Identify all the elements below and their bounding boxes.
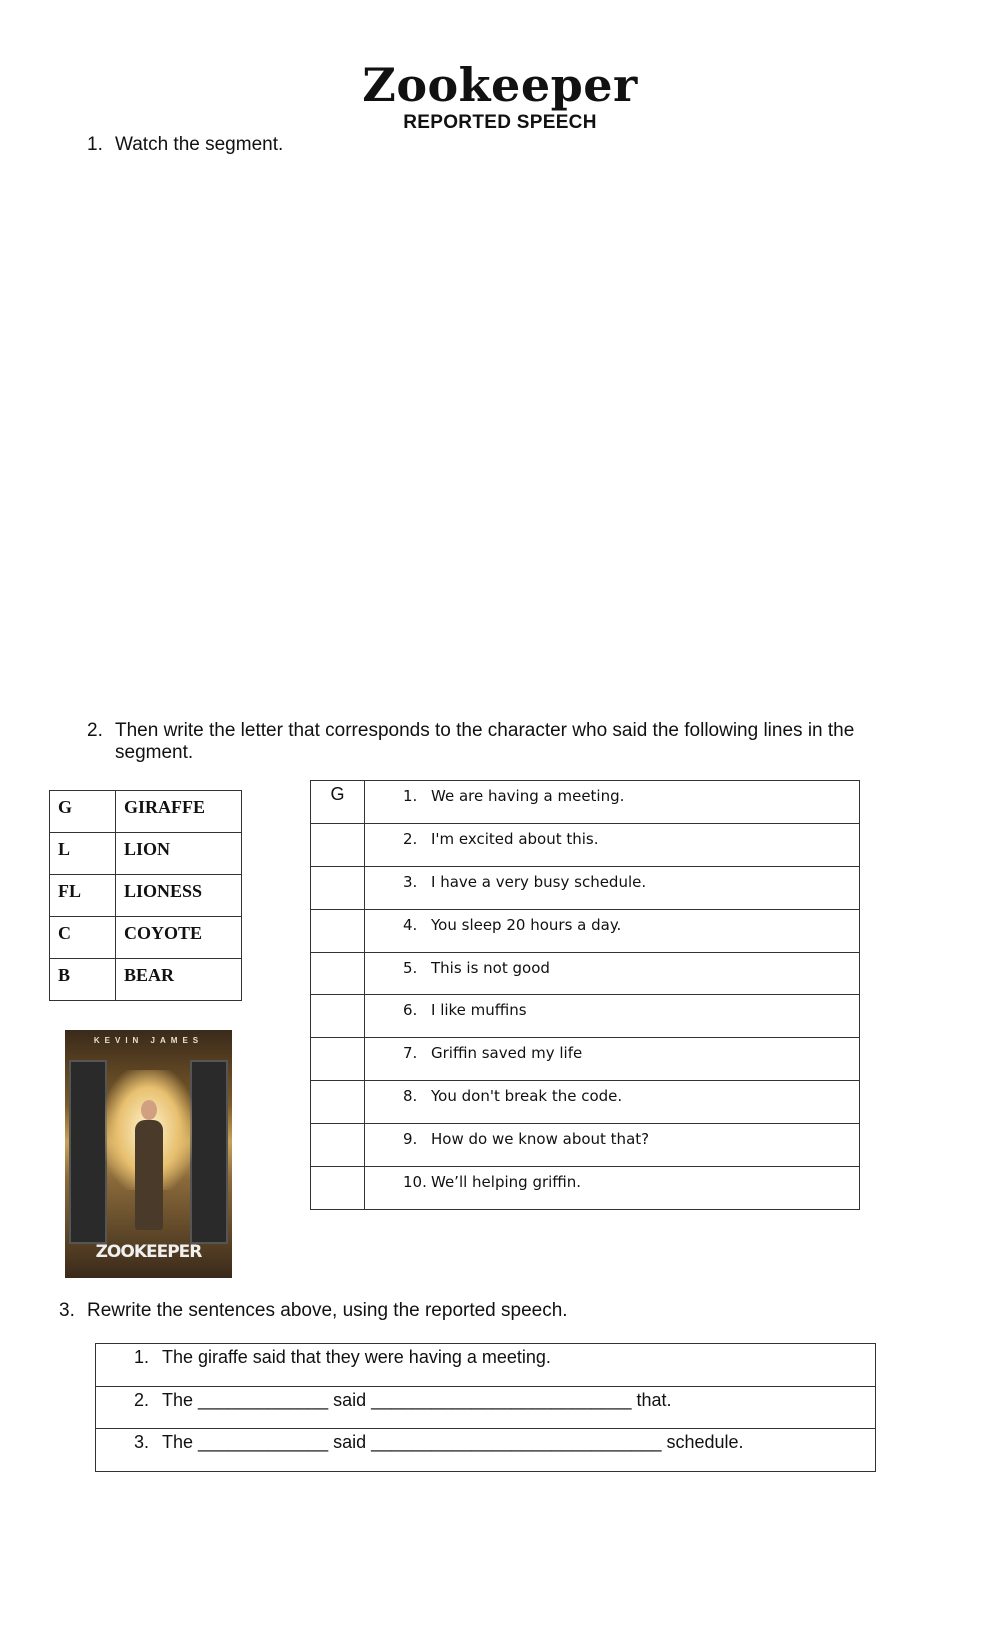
line-number: 2. xyxy=(403,829,418,848)
table-row xyxy=(50,917,242,959)
table-row xyxy=(96,1344,876,1387)
character-key-table xyxy=(49,790,242,1001)
step-1 xyxy=(87,134,283,156)
line-text: This is not good xyxy=(431,958,550,977)
page-subtitle: REPORTED SPEECH xyxy=(403,112,597,133)
rewrite-text: The giraffe said that they were having a meeting. xyxy=(162,1347,551,1367)
line-cell xyxy=(365,823,860,866)
answer-cell[interactable] xyxy=(311,1167,365,1210)
answer-cell[interactable] xyxy=(311,866,365,909)
rewrite-number: 2. xyxy=(134,1389,150,1410)
rewrite-number: 3. xyxy=(134,1432,150,1453)
answer-cell[interactable] xyxy=(311,909,365,952)
line-text: We’ll helping griffin. xyxy=(431,1173,582,1192)
line-number: 4. xyxy=(403,915,418,934)
line-text: Griffin saved my life xyxy=(431,1044,583,1063)
table-row xyxy=(311,1167,860,1210)
page-title: Zookeeper xyxy=(362,58,638,112)
line-text: You sleep 20 hours a day. xyxy=(431,915,622,934)
table-row xyxy=(50,875,242,917)
line-number: 8. xyxy=(403,1087,418,1106)
step-number: 2. xyxy=(87,720,103,741)
answer-cell[interactable] xyxy=(311,1081,365,1124)
character-name: LIONESS xyxy=(116,875,242,917)
table-row xyxy=(311,866,860,909)
table-row xyxy=(311,781,860,824)
table-row xyxy=(50,959,242,1001)
line-cell xyxy=(365,1167,860,1210)
poster-top-text: KEVIN JAMES xyxy=(93,1036,204,1045)
line-cell xyxy=(365,866,860,909)
step-number: 3. xyxy=(59,1300,75,1321)
gate-left xyxy=(69,1060,107,1244)
answer-cell[interactable] xyxy=(311,952,365,995)
table-row xyxy=(96,1386,876,1429)
rewrite-cell[interactable] xyxy=(96,1344,876,1387)
line-cell xyxy=(365,1124,860,1167)
table-row xyxy=(311,1124,860,1167)
line-text: How do we know about that? xyxy=(431,1130,650,1149)
line-number: 9. xyxy=(403,1130,418,1149)
table-row xyxy=(311,1081,860,1124)
line-text: I like muffins xyxy=(431,1001,527,1020)
rewrite-text: The _____________ said _____________________________ schedule. xyxy=(162,1432,744,1453)
line-text: I'm excited about this. xyxy=(431,829,599,848)
character-name: BEAR xyxy=(116,959,242,1001)
line-cell xyxy=(365,995,860,1038)
line-text: We are having a meeting. xyxy=(431,787,625,805)
step-text: Then write the letter that corresponds to the character who said the following lines in the xyxy=(115,720,855,741)
poster-figure-head xyxy=(141,1100,157,1120)
line-cell xyxy=(365,781,860,824)
rewrite-cell[interactable] xyxy=(96,1386,876,1429)
character-name: GIRAFFE xyxy=(116,791,242,833)
line-number: 1. xyxy=(403,787,418,805)
answer-cell[interactable]: G xyxy=(311,781,365,824)
character-name: LION xyxy=(116,833,242,875)
character-code: B xyxy=(50,959,116,1001)
line-number: 5. xyxy=(403,958,418,977)
lines-table xyxy=(310,780,860,1210)
line-number: 10. xyxy=(403,1173,427,1192)
rewrite-cell[interactable] xyxy=(96,1429,876,1472)
table-row xyxy=(311,823,860,866)
movie-poster-image xyxy=(65,1030,232,1278)
rewrite-number: 1. xyxy=(134,1347,150,1367)
step-number: 1. xyxy=(87,134,103,155)
answer-cell[interactable] xyxy=(311,1124,365,1167)
step-3 xyxy=(59,1300,568,1322)
step-2 xyxy=(87,720,967,764)
table-row xyxy=(311,1038,860,1081)
line-cell xyxy=(365,1081,860,1124)
line-number: 7. xyxy=(403,1044,418,1063)
answer-cell[interactable] xyxy=(311,823,365,866)
line-cell xyxy=(365,909,860,952)
poster-figure xyxy=(135,1120,163,1230)
line-number: 6. xyxy=(403,1001,418,1020)
answer-cell[interactable] xyxy=(311,995,365,1038)
character-code: C xyxy=(50,917,116,959)
line-cell xyxy=(365,952,860,995)
character-code: G xyxy=(50,791,116,833)
table-row xyxy=(50,791,242,833)
table-row xyxy=(311,995,860,1038)
line-number: 3. xyxy=(403,872,418,891)
answer-cell[interactable] xyxy=(311,1038,365,1081)
table-row xyxy=(311,952,860,995)
table-row xyxy=(96,1429,876,1472)
gate-right xyxy=(190,1060,228,1244)
character-code: L xyxy=(50,833,116,875)
rewrite-table xyxy=(95,1343,876,1472)
character-name: COYOTE xyxy=(116,917,242,959)
table-row xyxy=(50,833,242,875)
step-text: Rewrite the sentences above, using the reported speech. xyxy=(87,1300,568,1321)
rewrite-text: The _____________ said __________________________ that. xyxy=(162,1389,672,1410)
line-cell xyxy=(365,1038,860,1081)
line-text: You don't break the code. xyxy=(431,1087,623,1106)
step-text: Watch the segment. xyxy=(115,134,284,155)
line-text: I have a very busy schedule. xyxy=(431,872,647,891)
character-code: FL xyxy=(50,875,116,917)
step-text-continued: segment. xyxy=(115,742,194,763)
poster-logo: ZOOKEEPER xyxy=(95,1242,202,1262)
table-row xyxy=(311,909,860,952)
